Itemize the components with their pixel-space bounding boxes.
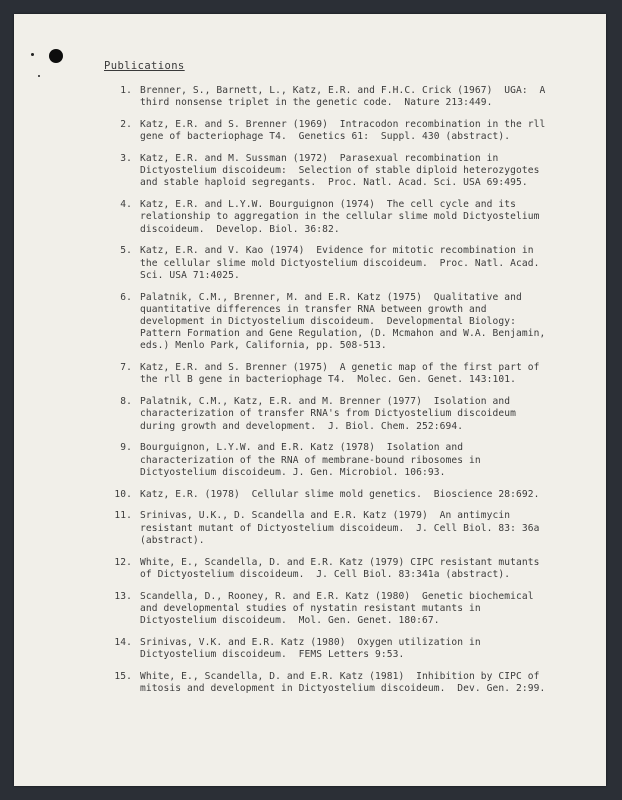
entry-citation: Katz, E.R. and M. Sussman (1972) Parasexual recombination in Dictyostelium discoideum: Selection of stable diploid heterozygotes and stable haploid segregants. Proc. Natl. Acad. Sci. USA 69:495. bbox=[140, 153, 546, 189]
entry-number: 6. bbox=[120, 291, 132, 303]
entry-number: 14. bbox=[114, 636, 132, 648]
publication-entry bbox=[106, 489, 556, 501]
entry-number: 3. bbox=[120, 153, 132, 164]
entry-citation: Katz, E.R. and S. Brenner (1975) A genetic map of the first part of the rll B gene in bacteriophage T4. Molec. Gen. Genet. 143:101. bbox=[140, 362, 546, 386]
entry-citation: Brenner, S., Barnett, L., Katz, E.R. and F.H.C. Crick (1967) UGA: A third nonsense triplet in the genetic code. Nature 213:449. bbox=[140, 85, 552, 109]
entry-citation: Palatnik, C.M., Brenner, M. and E.R. Katz (1975) Qualitative and quantitative differences in transfer RNA between growth and development in Dictyostelium discoideum. Developmental Biology: Pattern Formation and Gene Regulation, (D. Mcmahon and W.A. Benjamin, eds.) Menlo Park, California, pp. 508-513. bbox=[140, 291, 552, 352]
entry-number: 1. bbox=[120, 85, 132, 96]
entry-citation: White, E., Scandella, D. and E.R. Katz (1979) CIPC resistant mutants of Dictyostelium discoideum. J. Cell Biol. 83:341a (abstract). bbox=[140, 556, 546, 580]
entry-citation: Katz, E.R. (1978) Cellular slime mold genetics. Bioscience 28:692. bbox=[140, 488, 540, 500]
publication-entry bbox=[106, 396, 556, 433]
paper-speck bbox=[38, 75, 40, 77]
entry-citation: Katz, E.R. and L.Y.W. Bourguignon (1974) The cell cycle and its relationship to aggregation in the cellular slime mold Dictyostelium discoideum. Develop. Biol. 36:82. bbox=[140, 199, 546, 235]
entry-citation: Bourguignon, L.Y.W. and E.R. Katz (1978) Isolation and characterization of the RNA of membrane-bound ribosomes in Dictyostelium discoideum. J. Gen. Microbiol. 106:93. bbox=[140, 442, 487, 478]
entry-number: 15. bbox=[114, 670, 132, 682]
publication-list bbox=[106, 85, 556, 705]
section-heading: Publications bbox=[104, 60, 185, 72]
publication-entry bbox=[106, 362, 556, 386]
entry-citation: Palatnik, C.M., Katz, E.R. and M. Brenner (1977) Isolation and characterization of transfer RNA's from Dictyostelium discoideum during growth and development. J. Biol. Chem. 252:694. bbox=[140, 396, 522, 432]
publication-entry bbox=[106, 557, 556, 581]
entry-citation: Katz, E.R. and V. Kao (1974) Evidence for mitotic recombination in the cellular slime mold Dictyostelium discoideum. Proc. Natl. Acad. Sci. USA 71:4025. bbox=[140, 245, 546, 281]
publication-entry bbox=[106, 637, 556, 661]
document-page bbox=[14, 14, 606, 786]
entry-number: 11. bbox=[114, 510, 132, 522]
entry-citation: Scandella, D., Rooney, R. and E.R. Katz (1980) Genetic biochemical and developmental studies of nystatin resistant mutants in Dictyostelium discoideum. Mol. Gen. Genet. 180:67. bbox=[140, 590, 540, 627]
entry-citation: Srinivas, V.K. and E.R. Katz (1980) Oxygen utilization in Dictyostelium discoideum. FEMS Letters 9:53. bbox=[140, 636, 487, 661]
entry-number: 7. bbox=[120, 362, 132, 374]
publication-entry bbox=[106, 671, 556, 695]
entry-number: 8. bbox=[120, 396, 132, 408]
entry-number: 12. bbox=[114, 556, 132, 568]
publication-entry bbox=[106, 292, 556, 353]
entry-number: 13. bbox=[114, 590, 132, 602]
publication-entry bbox=[106, 442, 556, 479]
publication-entry bbox=[106, 245, 556, 282]
punch-hole bbox=[49, 49, 63, 63]
entry-citation: Srinivas, U.K., D. Scandella and E.R. Katz (1979) An antimycin resistant mutant of Dictyostelium discoideum. J. Cell Biol. 83: 36a (abstract). bbox=[140, 510, 546, 546]
publication-entry bbox=[106, 153, 556, 190]
entry-number: 9. bbox=[120, 442, 132, 454]
publication-entry bbox=[106, 591, 556, 628]
entry-number: 4. bbox=[120, 199, 132, 211]
entry-citation: White, E., Scandella, D. and E.R. Katz (1981) Inhibition by CIPC of mitosis and development in Dictyostelium discoideum. Dev. Gen. 2:99. bbox=[140, 670, 546, 695]
paper-speck bbox=[31, 53, 34, 56]
entry-number: 2. bbox=[120, 119, 132, 130]
publication-entry bbox=[106, 85, 556, 109]
publication-entry bbox=[106, 510, 556, 547]
publication-entry bbox=[106, 119, 556, 143]
entry-number: 10. bbox=[114, 488, 132, 500]
entry-citation: Katz, E.R. and S. Brenner (1969) Intracodon recombination in the rll gene of bacteriophage T4. Genetics 61: Suppl. 430 (abstract). bbox=[140, 119, 552, 143]
publication-entry bbox=[106, 199, 556, 236]
entry-number: 5. bbox=[120, 245, 132, 257]
